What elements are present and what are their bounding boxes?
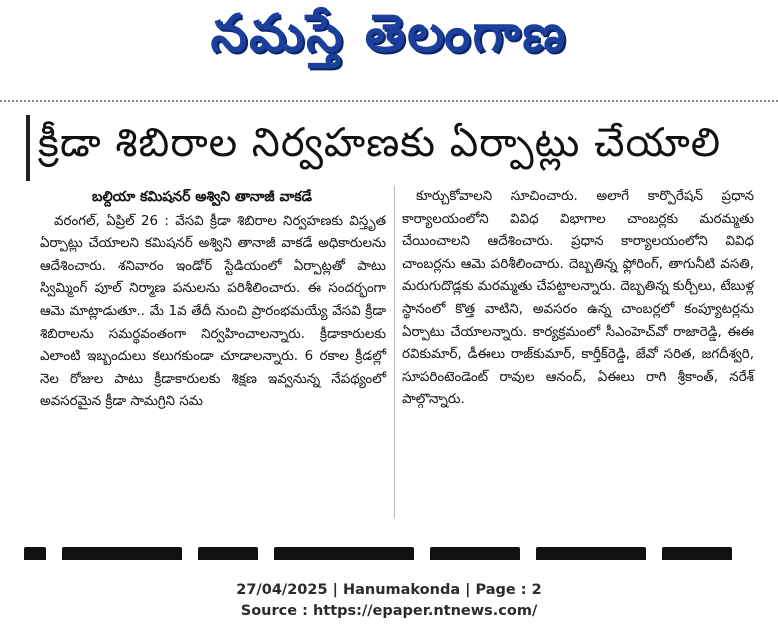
headline-bar xyxy=(26,115,30,181)
masthead xyxy=(0,0,778,78)
right-column-text: కూర్చుకోవాలని సూచించారు. అలాగే కార్పొరేషన్ ప్రధాన కార్యాలయంలోని వివిధ విభాగాల చాంబర్లకు మరమ్మతు చేయించాలని ఆదేశించారు. ప్రధాన కార్యాలయంలోని వివిధ చాంబర్లను ఆమె పరిశీలించారు. దెబ్బతిన్న ఫ్లోరింగ్, తాగునీటి వసతి, మరుగుదొడ్లకు మరమ్మతు చేపట్టాలన్నారు. దెబ్బతిన్న కుర్చీలు, టేబుళ్ల స్థానంలో కొత్త వాటిని, అవసరం ఉన్న చాంబర్లలో కంప్యూటర్లను ఏర్పాటు చేయాలన్నారు. కార్యక్రమంలో సీఎంహెచ్‌వో రాజారెడ్డి, ఈఈ రవికుమార్, డీఈలు రాజ్‌కుమార్, కార్తీక్‌రెడ్డి, జేవో సరిత, జగదీశ్వరి, సూపరింటెండెంట్ రావుల ఆనంద్, ఏఈలు రాగి శ్రీకాంత్, నరేశ్ పాల్గొన్నారు. xyxy=(402,189,754,408)
column-divider xyxy=(394,186,395,518)
newspaper-logo: నమస్తే తెలంగాణ xyxy=(210,4,568,64)
next-headline-cutoff xyxy=(24,546,764,560)
article-body xyxy=(0,186,778,526)
page-footer xyxy=(0,580,778,622)
left-column xyxy=(40,186,386,414)
headline-text: క్రీడా శిబిరాల నిర్వహణకు ఏర్పాట్లు చేయాలి xyxy=(38,120,722,166)
footer-date-edition: 27/04/2025 | Hanumakonda | Page : 2 xyxy=(236,582,542,598)
right-column xyxy=(402,186,754,412)
byline: బల్దియా కమిషనర్ అశ్విని తానాజీ వాకడే xyxy=(92,189,312,205)
article-headline xyxy=(26,112,771,184)
dotted-divider xyxy=(0,100,778,102)
left-column-text: వరంగల్, ఏప్రిల్ 26 : వేసవి క్రీడా శిబిరాల నిర్వహణకు విస్తృత ఏర్పాట్లు చేయాలని కమిషనర్ అశ్విని తానాజీ వాకడే అధికారులను ఆదేశించారు. శనివారం ఇండోర్ స్టేడియంలో ఏర్పాట్లతో పాటు స్విమ్మింగ్ పూల్ నిర్మాణ పనులను పరిశీలించారు. ఈ సందర్భంగా ఆమె మాట్లాడుతూ.. మే 1వ తేదీ నుంచి ప్రారంభమయ్యే వేసవి క్రీడా శిబిరాలను సమర్థవంతంగా నిర్వహించాలన్నారు. క్రీడాకారులకు ఎలాంటి ఇబ్బందులు కలుగకుండా చూడాలన్నారు. 6 రకాల క్రీడల్లో నెల రోజుల పాటు క్రీడాకారులకు శిక్షణ ఇవ్వనున్న నేపథ్యంలో అవసరమైన క్రీడా సామగ్రిని సమ xyxy=(40,213,386,410)
footer-source: Source : https://epaper.ntnews.com/ xyxy=(240,603,538,619)
